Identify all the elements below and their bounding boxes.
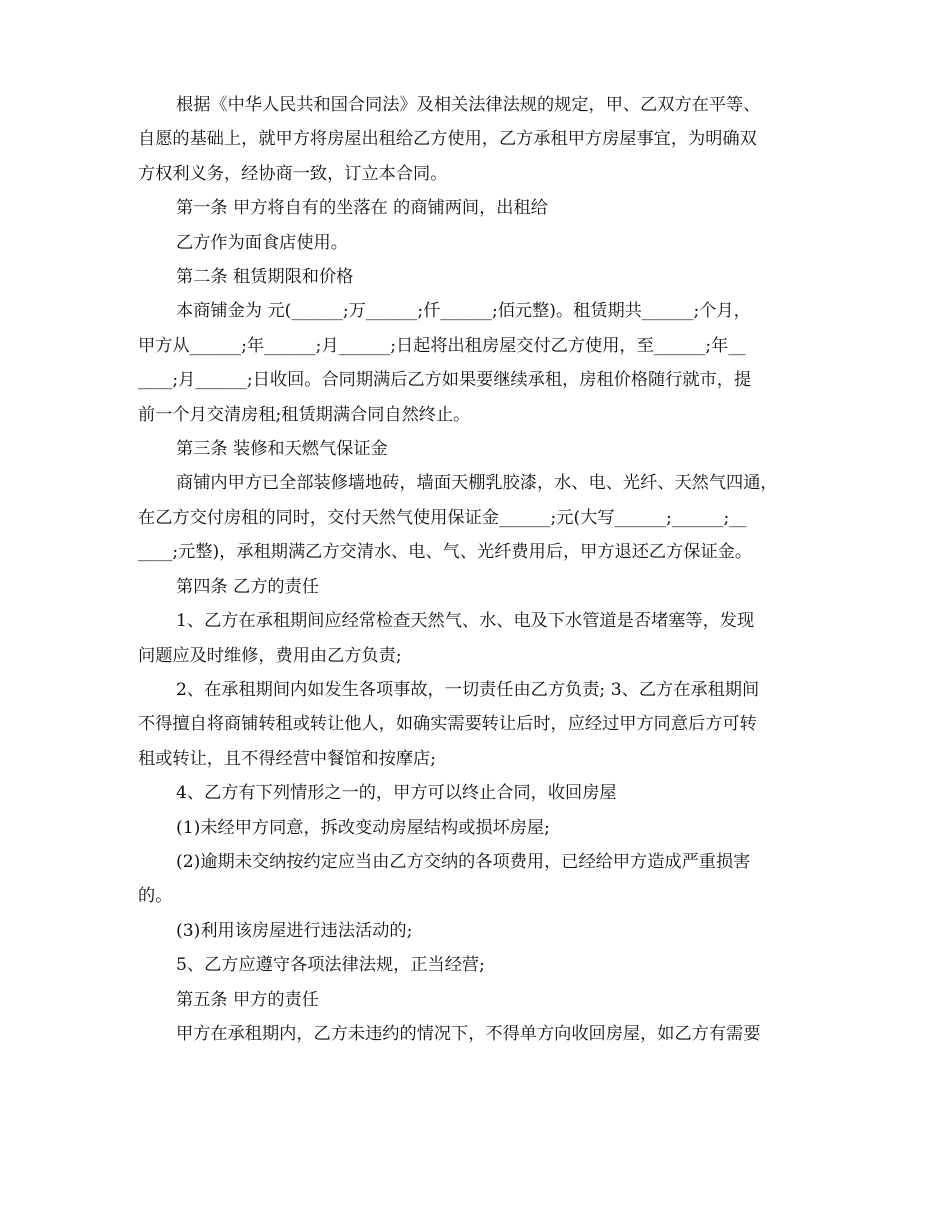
text-line: 1、乙方在承租期间应经常检查天然气、水、电及下水管道是否堵塞等，发现: [176, 611, 755, 632]
text-line: ____;元整)，承租期满乙方交清水、电、气、光纤费用后，甲方退还乙方保证金。: [138, 542, 753, 563]
text-line: 的。: [138, 886, 173, 907]
article-1-heading: 第一条 甲方将自有的坐落在 的商铺两间，出租给: [176, 198, 548, 219]
text-line: 商铺内甲方已全部装修墙地砖，墙面天棚乳胶漆，水、电、光纤、天然气四通，: [176, 473, 778, 494]
text-line: (1)未经甲方同意，拆改变动房屋结构或损坏房屋;: [176, 817, 550, 838]
text-line: 甲方从______;年______;月______;日起将出租房屋交付乙方使用，至______;年__: [138, 335, 746, 356]
text-line: ____;月______;日收回。合同期满后乙方如果要继续承租，房租价格随行就市，提: [138, 370, 752, 391]
article-5-heading: 第五条 甲方的责任: [176, 989, 319, 1010]
text-line: 方权利义务，经协商一致，订立本合同。: [138, 163, 448, 184]
text-line: 本商铺金为 元(______;万______;仟______;佰元整)。租赁期共______;个月，: [176, 301, 751, 322]
text-line: 在乙方交付房租的同时，交付天然气使用保证金______;元(大写______;______;__: [138, 507, 747, 528]
text-line: 2、在承租期间内如发生各项事故，一切责任由乙方负责; 3、乙方在承租期间: [176, 679, 760, 700]
text-line: 自愿的基础上，就甲方将房屋出租给乙方使用，乙方承租甲方房屋事宜，为明确双: [138, 129, 757, 150]
text-line: (2)逾期未交纳按约定应当由乙方交纳的各项费用，已经给甲方造成严重损害: [176, 851, 751, 872]
text-line: 甲方在承租期内，乙方未违约的情况下，不得单方向收回房屋，如乙方有需要: [176, 1023, 761, 1044]
article-2-heading: 第二条 租赁期限和价格: [176, 267, 354, 288]
text-line: 问题应及时维修，费用由乙方负责;: [138, 645, 402, 666]
text-line: (3)利用该房屋进行违法活动的;: [176, 920, 413, 941]
contract-body: [138, 88, 823, 1051]
article-4-heading: 第四条 乙方的责任: [176, 576, 319, 597]
text-line: 根据《中华人民共和国合同法》及相关法律法规的规定，甲、乙双方在平等、: [176, 95, 761, 115]
text-line: 不得擅自将商铺转租或转让他人，如确实需要转让后时，应经过甲方同意后方可转: [138, 714, 757, 735]
text-line: 5、乙方应遵守各项法律法规，正当经营;: [176, 955, 485, 976]
text-line: 4、乙方有下列情形之一的，甲方可以终止合同，收回房屋: [176, 783, 617, 804]
text-line: 前一个月交清房租;租赁期满合同自然终止。: [138, 404, 471, 425]
text-line: 租或转让，且不得经营中餐馆和按摩店;: [138, 748, 436, 769]
article-3-heading: 第三条 装修和天燃气保证金: [176, 439, 388, 460]
text-line: 乙方作为面食店使用。: [176, 232, 348, 253]
